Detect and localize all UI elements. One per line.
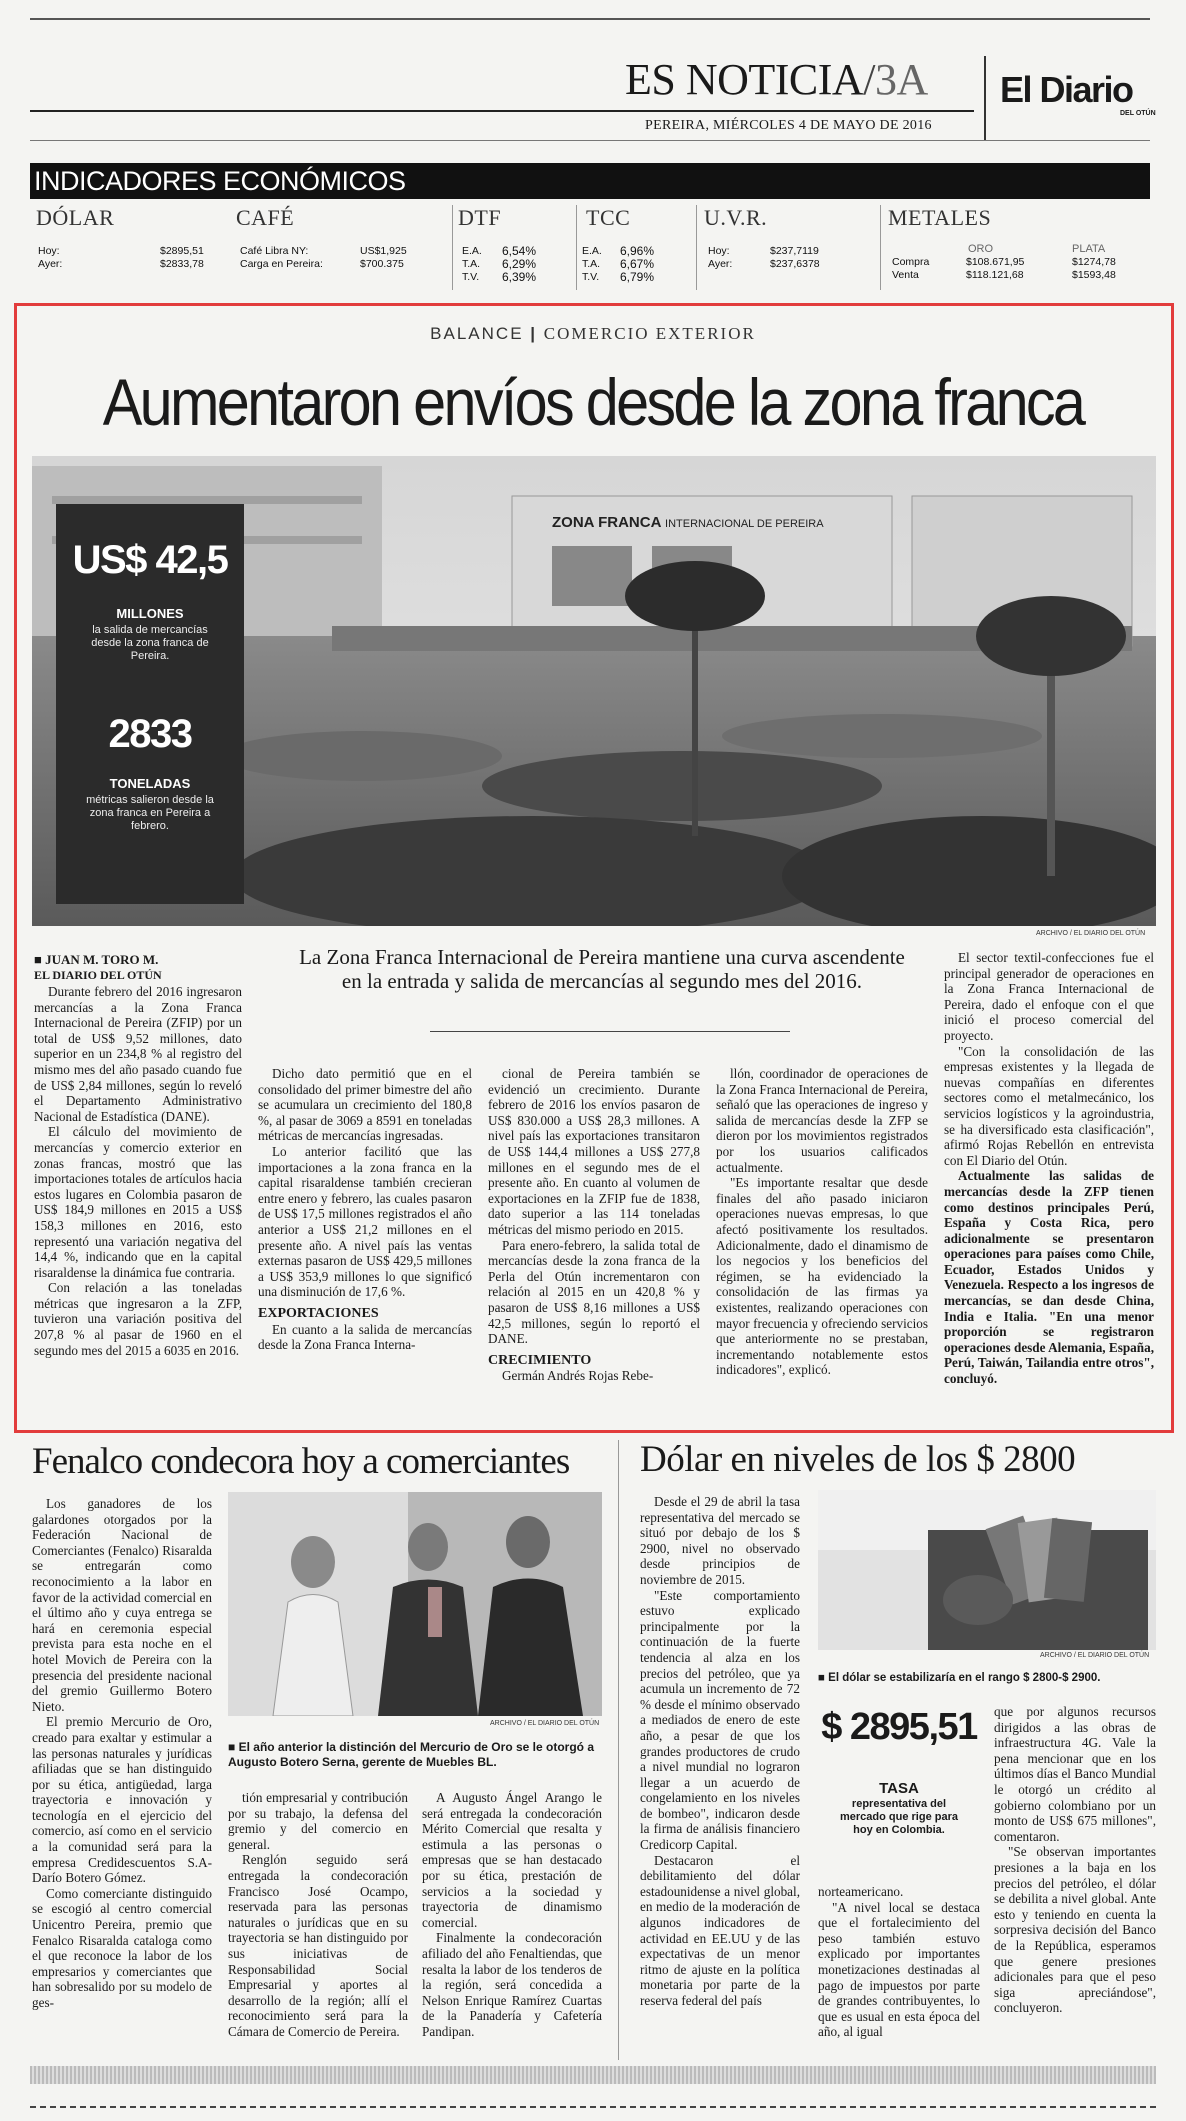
dtf-rows: E.A. 6,54% T.A. 6,29% T.V. 6,39% [462,244,537,284]
dolar-caption: ■ El dólar se estabilizaría en el rango $ 2800-$ 2900. [818,1672,1101,1684]
ind-divider [880,205,881,290]
stat2-text: métricas salieron desde la zona franca en Pereira a febrero. [86,794,214,832]
metales-label: METALES [888,205,992,230]
dateline: PEREIRA, MIÉRCOLES 4 DE MAYO DE 2016 [645,118,932,133]
stat1-value: US$ 42,5 [72,538,228,582]
dolar-col-2: norteamericano. "A nivel local se destaca que el fortalecimiento del peso también estuvo explicado por importantes monetizaciones destinadas al pago de impuestos por parte de grandes contribuyentes, lo que es usual en esta época del año, al igual [818,1884,980,2040]
kicker: BALANCE | COMERCIO EXTERIOR [430,324,756,343]
tcc-label: TCC [586,205,631,230]
dolar-photo [818,1490,1156,1650]
stat2-unit: TONELADAS [109,776,191,791]
rate-text: representativa del mercado que rige para hoy en Colombia. [840,1798,958,1836]
metales-plata-head: PLATA [1072,243,1106,255]
photo-sign: ZONA FRANCA INTERNACIONAL DE PEREIRA [552,514,824,531]
brand-sub: DEL OTÚN [1120,110,1156,117]
fenalco-photo [228,1492,602,1716]
fenalco-photo-credit: ARCHIVO / EL DIARIO DEL OTÚN [490,1720,600,1727]
ind-divider [452,205,453,290]
main-col-1: Durante febrero del 2016 ingresaron mercancías a la Zona Franca Internacional de Pereira (ZFIP) por un total de US$ 9,52 millones, dato superior en un 234,8 % al registro del mismo mes del año pasado cuando fue de US$ 2,84 millones, según lo reveló el Departamento Administrativo Nacional de Estadística (DANE). El cálculo del movimiento de mercancías y comercio exterior en zonas francas, mostró que las importaciones totales de artículos hacia estos lugares en Colombia pasaron de US$ 184,9 millones en 2015 a US$ 158,3 millones en 2016, esto representó una variación negativa del 14,4 %, indicando que en la capital risaraldense la dinámica fue contraria. Con relación a las toneladas métricas que ingresaron a la ZFP, tuvieron una variación positiva del 207,8 % al pasar de 1960 en el segundo mes del 2015 a 6035 en 2016. [34,984,242,1358]
top-rule [30,18,1150,20]
deck-rule [430,1031,790,1032]
page-number: 3A [874,55,928,104]
column-divider [618,1440,619,2060]
deck: La Zona Franca Internacional de Pereira mantiene una curva ascendente en la entrada y salida de mercancías al segundo mes del 2016. [299,945,905,993]
dolar-headline: Dólar en niveles de los $ 2800 [640,1439,1076,1480]
byline: ■ JUAN M. TORO M. [34,952,159,967]
uvr-rows: Hoy: $237,7119 Ayer: $237,6378 [708,245,820,270]
dolar-col-1: Desde el 29 de abril la tasa representativa del mercado se situó por debajo de los $ 2900, nivel no observado desde principios de noviembre de 2015. "Este comportamiento estuvo explicado principalmente por la continuación de la fuerte tendencia al alza en los precios del petróleo, que ya acumula un incremento de 72 % desde el mínimo observado a mediados de enero de este año, a pesar de que los grandes productores de crudo a nivel mundial no lograron llegar a un acuerdo de congelamiento en los niveles de bombeo", indicaron desde la firma de análisis financiero Credicorp Capital. Destacaron el debilitamiento del dólar estadounidense a nivel global, en medio de la moderación de algunos indicadores de actividad en EE.UU y de las expectativas de un menor ritmo de ajuste en la política monetaria por parte de la reserva federal del país [640,1494,800,2008]
dolar-rows: Hoy: $2895,51 Ayer: $2833,78 [38,245,204,270]
stat1-text: la salida de mercancías desde la zona franca de Pereira. [91,624,209,662]
main-col-2: Dicho dato permitió que en el consolidado del primer bimestre del año se acumulara un crecimiento del 180,8 %, al pasar de 3069 a 8591 en toneladas métricas de mercancías ingresadas. Lo anterior facilitó que las importaciones a la zona franca en la capital risaraldense también crecieran entre enero y febrero, las cuales pasaron de US$ 17,5 millones registrados el año anterior a US$ 21,2 millones en el presente año. A nivel país las ventas externas pasaron de US$ 429,5 millones a US$ 353,9 millones lo que significó una disminución de 17,6 %. EXPORTACIONES En cuanto a la salida de mercancías desde la Zona Franca Interna- [258,1066,472,1353]
dolar-label: DÓLAR [36,205,115,230]
fenalco-headline: Fenalco condecora hoy a comerciantes [32,1441,570,1482]
fenalco-col-2: tión empresarial y contribución por su trabajo, la defensa del gremio y del comercio en general. Renglón seguido será entregada la condecoración Francisco José Ocampo, reservada para las personas naturales o jurídicas que en su trayectoria se han distinguido por sus iniciativas de Responsabilidad Social Empresarial y aportes al desarrollo de la región; allí el reconocimiento será para la Cámara de Comercio de Pereira. [228,1790,408,2039]
dateline-bottom-rule [30,140,1150,141]
main-headline: Aumentaron envíos desde la zona franca [102,365,1084,439]
stat1-unit: MILLONES [116,606,184,621]
dolar-col-3: que por algunos recursos dirigidos a las obras de infraestructura 4G. Vale la pena mencionar que en los últimos días el Banco Mundial le otorgó un crédito al gobierno colombiano por un monto de US$ 675 millones", comentaron. "Se observan importantes presiones a la baja en los precios del petróleo, el dólar se debilita a nivel global. Ante esto y teniendo en cuenta la sorpresiva decisión del Banco de la República, esperamos que genere presiones adicionales para que el peso siga apreciándose", concluyeron. [994,1704,1156,2016]
fenalco-col-3: A Augusto Ángel Arango le será entregada la condecoración Mérito Comercial que resalta y estimula a las personas o empresas que se han destacado por su ética, prestación de servicios a la sociedad y trayectoria de dinamismo comercial. Finalmente la condecoración afiliado del año Fenaltiendas, que resalta la labor de los tenderos de la región, será concedida a Nelson Enrique Ramírez Cuartas de la Panadería y Cafetería Pandipan. [422,1790,602,2039]
indicators-title: INDICADORES ECONÓMICOS [34,166,406,196]
rate-label: TASA [879,1780,919,1797]
uvr-label: U.V.R. [704,205,768,230]
cafe-rows: Café Libra NY: US$1,925 Carga en Pereira: $700.375 [240,245,407,270]
tcc-rows: E.A. 6,96% T.A. 6,67% T.V. 6,79% [582,244,655,284]
main-col-5: El sector textil-confecciones fue el principal generador de operaciones en la Zona Franca Internacional de Pereira, dado el enfoque con el que inició el proceso comercial del proyecto. "Con la consolidación de las empresas existentes y la llegada de nuevas compañías en diferentes sectores como el metalmecánico, los servicios logísticos y la agroindustria, se ha diversificado esta clasificación", afirmó Rojas Rebellón en entrevista con El Diario del Otún. Actualmente las salidas de mercancías desde la ZFP tienen como destinos principales Perú, España y Costa Rica, pero adicionalmente se presentaron operaciones para países como Chile, Ecuador, Estados Unidos y Venezuela. Respecto a los ingresos de mercancías, se dan desde China, India e Italia. "En una menor proporción se registraron operaciones desde Alemania, España, Perú, Taiwán, Tailandia entre otros", concluyó. [944,950,1154,1387]
brand-logo: El Diario [1000,69,1133,110]
bottom-edge-rule [30,2106,1156,2108]
ind-divider [696,205,697,290]
main-photo-credit: ARCHIVO / EL DIARIO DEL OTÚN [1036,930,1146,937]
fenalco-col-1: Los ganadores de los galardones otorgados por la Federación Nacional de Comerciantes (Fenalco) Risaralda se entregarán como reconocimiento a la labor en favor de la actividad comercial en el último año y cuya entrega se hará en ceremonia especial prevista para esta noche en el hotel Movich de Pereira con la presencia del presidente nacional del gremio Guillermo Botero Nieto. El premio Mercurio de Oro, creado para exaltar y estimular a las personas naturales y jurídicas afiliadas que se han distinguido por su ética, antigüedad, larga trayectoria e innovación y tecnología en el ejercicio del comercio, así como en el servicio a la comunidad será para la empresa Credidescuentos S.A- Darío Botero Gómez. Como comerciante distinguido se escogió al centro comercial Unicentro Pereira, premio que Fenalco Risaralda cataloga como el que reconoce la labor de los empresarios y comerciantes que han sobresalido por su modelo de ges- [32,1496,212,2010]
fenalco-caption: ■ El año anterior la distinción del Mercurio de Oro se le otorgó a Augusto Botero Serna, gerente de Muebles BL. [228,1740,594,1769]
stat2-value: 2833 [108,712,192,756]
bottom-band [30,2066,1156,2084]
masthead-divider [984,56,986,140]
ind-divider [576,205,577,290]
metales-rows: Compra $108.671,95 $1274,78 Venta $118.121,68 $1593,48 [892,256,1116,281]
section-name: ES NOTICIA [625,55,864,104]
dolar-photo-credit: ARCHIVO / EL DIARIO DEL OTÚN [1040,1652,1150,1659]
metales-oro-head: ORO [968,243,994,255]
byline-org: EL DIARIO DEL OTÚN [34,968,162,982]
section-title: ES NOTICIA/3A [625,55,928,104]
rate-value: $ 2895,51 [821,1706,977,1748]
main-col-3: cional de Pereira también se evidenció un crecimiento. Durante febrero de 2016 los envíos pasaron de US$ 830.000 a US$ 28,3 millones. A nivel país las exportaciones transitaron de US$ 144,4 millones a US$ 277,8 millones en el segundo mes de el presente año. En cuanto al volumen de exportaciones en la ZFIP fue de 1838, dato superior a las 114 toneladas métricas del mismo periodo en 2015. Para enero-febrero, la salida total de mercancías desde la zona franca de la Perla del Otún incrementaron con relación al 2015 en un 420,8 % y pasaron de US$ 8,16 millones a US$ 42,5 millones, según lo reportó el DANE. CRECIMIENTO Germán Andrés Rojas Rebe- [488,1066,700,1384]
dtf-label: DTF [458,205,502,230]
main-col-4: llón, coordinador de operaciones de la Zona Franca Internacional de Pereira, señaló que las operaciones de ingreso y salida de mercancías desde la ZFP se dieron por los movimientos registrados por los usuarios calificados actualmente. "Es importante resaltar que desde finales del año pasado iniciaron operaciones nuevas empresas, lo que afectó positivamente los resultados. Adicionalmente, dado el dinamismo de los negocios y los beneficios del régimen, se ha evidenciado la consolidación de las firmas ya existentes, realizando operaciones con mayor frecuencia y ofreciendo servicios que anteriormente no se prestaban, incrementando notablemente estos indicadores", explicó. [716,1066,928,1378]
cafe-label: CAFÉ [236,205,295,230]
dateline-rule [30,110,974,112]
